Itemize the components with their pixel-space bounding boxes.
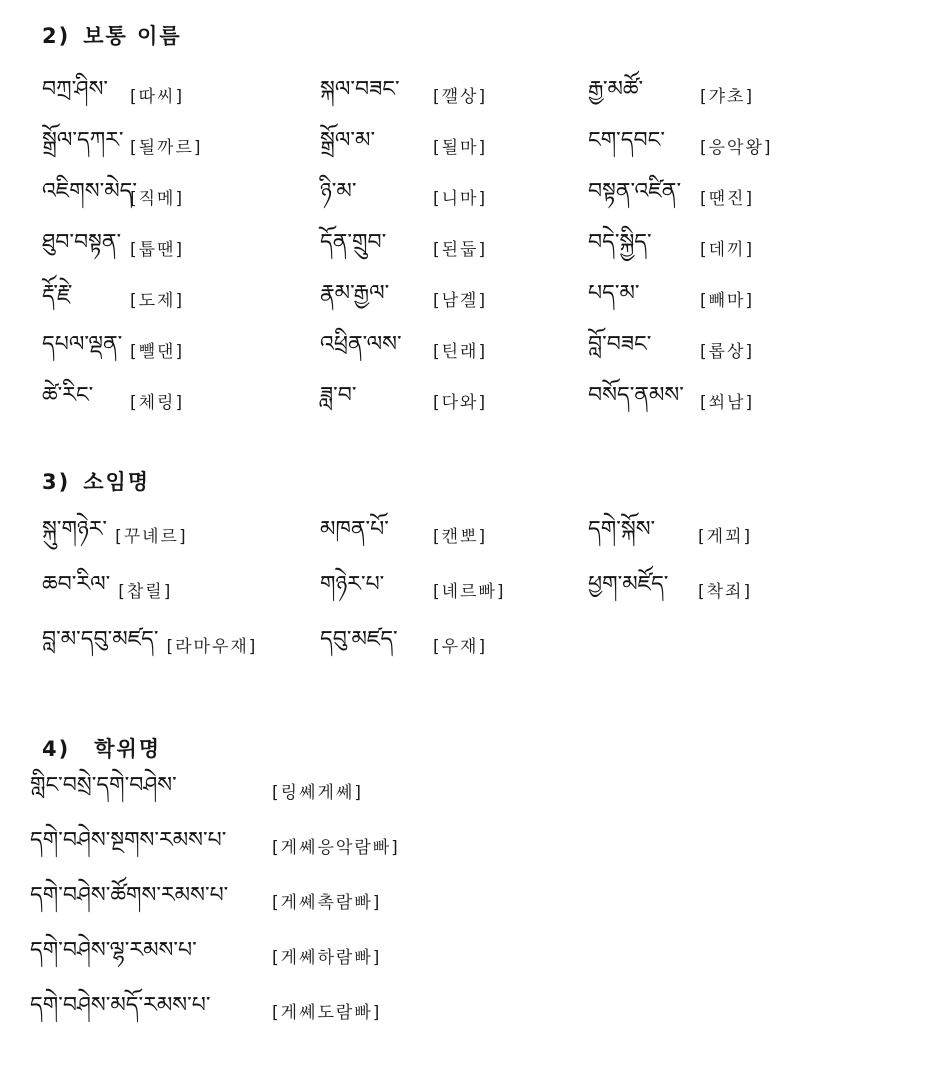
tibetan-term: རྣམ་རྒྱལ་: [320, 281, 390, 306]
vocab-entry: [588, 127, 918, 178]
korean-reading: [도제]: [130, 291, 185, 311]
korean-reading: [뺄댄]: [130, 342, 185, 362]
tibetan-term: ཕྱག་མཛོད་: [588, 572, 669, 597]
vocab-entry: [588, 229, 918, 280]
vocab-entry: [320, 127, 588, 178]
vocab-entry: [320, 280, 588, 331]
section-heading-duty-names: [42, 466, 150, 496]
korean-reading: [게쎼하람빠]: [272, 948, 382, 968]
korean-reading: [툽땐]: [130, 240, 185, 260]
korean-reading: [응악왕]: [700, 138, 773, 158]
section-number: 2): [42, 24, 71, 48]
vocab-entry: [42, 626, 320, 681]
vocab-entry: [42, 178, 320, 229]
tibetan-term: ཚེ་རིང་: [42, 383, 94, 408]
vocab-entry: [42, 516, 320, 571]
vocab-entry: [588, 331, 918, 382]
vocab-entry: [42, 331, 320, 382]
korean-reading: [찹릴]: [118, 582, 173, 602]
tibetan-term: དགེ་བཤེས་མདོ་རམས་པ་: [30, 993, 211, 1018]
tibetan-term: རྡོ་རྗེ་: [42, 281, 73, 306]
vocab-entry: [30, 772, 400, 827]
korean-reading: [녜르빠]: [433, 582, 506, 602]
tibetan-term: མཁན་པོ་: [320, 517, 389, 542]
korean-reading: [될마]: [433, 138, 488, 158]
tibetan-term: དགེ་སྐོས་: [588, 517, 656, 542]
tibetan-term: བླ་མ་དབུ་མཛད་: [42, 627, 159, 652]
tibetan-term: དགེ་བཤེས་ལྷ་རམས་པ་: [30, 938, 197, 963]
vocab-entry: [588, 280, 918, 331]
korean-reading: [데끼]: [700, 240, 755, 260]
empty-cell: [588, 626, 918, 681]
tibetan-term: སྒྲོལ་དཀར་: [42, 128, 124, 153]
korean-reading: [따씨]: [130, 87, 185, 107]
korean-reading: [깰상]: [433, 87, 488, 107]
tibetan-term: བློ་བཟང་: [588, 332, 652, 357]
vocab-entry: [320, 516, 588, 571]
korean-reading: [땐진]: [700, 189, 755, 209]
korean-reading: [게쎼도람빠]: [272, 1003, 382, 1023]
tibetan-term: དགེ་བཤེས་སྔགས་རམས་པ་: [30, 828, 227, 853]
vocab-entry: [42, 382, 320, 433]
vocab-entry: [30, 827, 400, 882]
korean-reading: [꾸녜르]: [115, 527, 188, 547]
korean-reading: [될까르]: [130, 138, 203, 158]
vocab-entry: [42, 76, 320, 127]
vocab-entry: [42, 571, 320, 626]
korean-reading: [게쎼촉람빠]: [272, 893, 382, 913]
tibetan-term: སྐུ་གཉེར་: [42, 517, 108, 542]
korean-reading: [캔뽀]: [433, 527, 488, 547]
section-title: 학위명: [94, 737, 162, 761]
tibetan-term: རྒྱ་མཚོ་: [588, 77, 644, 102]
korean-reading: [쐬남]: [700, 393, 755, 413]
degree-names-list: [30, 772, 400, 1047]
tibetan-term: ཟླ་བ་: [320, 383, 357, 408]
korean-reading: [갸초]: [700, 87, 755, 107]
vocab-entry: [30, 882, 400, 937]
section-heading-common-names: [42, 20, 182, 50]
tibetan-term: བསོད་ནམས་: [588, 383, 684, 408]
vocab-entry: [588, 178, 918, 229]
vocab-entry: [588, 382, 918, 433]
korean-reading: [다와]: [433, 393, 488, 413]
tibetan-term: དཔལ་ལྡན་: [42, 332, 123, 357]
section-title: 보통 이름: [83, 24, 182, 48]
korean-reading: [니마]: [433, 189, 488, 209]
tibetan-term: བཀྲ་ཤིས་: [42, 77, 109, 102]
vocab-entry: [588, 516, 918, 571]
tibetan-term: འཇིགས་མེད་: [42, 179, 138, 204]
korean-reading: [우재]: [433, 637, 488, 657]
section-heading-degree-names: [42, 733, 161, 763]
korean-reading: [틴래]: [433, 342, 488, 362]
korean-reading: [롭상]: [700, 342, 755, 362]
tibetan-term: པད་མ་: [588, 281, 640, 306]
tibetan-term: སྐལ་བཟང་: [320, 77, 400, 102]
section-number: 3): [42, 470, 71, 494]
korean-reading: [게쎼응악람빠]: [272, 838, 400, 858]
vocab-entry: [320, 382, 588, 433]
tibetan-term: བསྟན་འཛིན་: [588, 179, 682, 204]
tibetan-term: དགེ་བཤེས་ཚོགས་རམས་པ་: [30, 883, 229, 908]
korean-reading: [링쎼게쎼]: [272, 783, 363, 803]
tibetan-term: ཉི་མ་: [320, 179, 357, 204]
korean-reading: [직메]: [130, 189, 185, 209]
vocab-entry: [320, 178, 588, 229]
vocab-entry: [42, 229, 320, 280]
korean-reading: [라마우재]: [166, 637, 258, 657]
korean-reading: [게꾀]: [698, 527, 753, 547]
vocab-entry: [588, 571, 918, 626]
tibetan-term: ཆབ་རིལ་: [42, 572, 111, 597]
tibetan-term: དོན་གྲུབ་: [320, 230, 387, 255]
tibetan-term: སྒྲོལ་མ་: [320, 128, 376, 153]
vocab-entry: [320, 331, 588, 382]
tibetan-term: འཕྲིན་ལས་: [320, 332, 402, 357]
vocab-entry: [320, 229, 588, 280]
tibetan-term: གླིང་བསྲེ་དགེ་བཤེས་: [30, 773, 177, 798]
tibetan-term: ངག་དབང་: [588, 128, 665, 153]
tibetan-term: བདེ་སྐྱིད་: [588, 230, 652, 255]
tibetan-term: གཉེར་པ་: [320, 572, 385, 597]
tibetan-term: དབུ་མཛད་: [320, 627, 398, 652]
section-number: 4): [42, 737, 71, 761]
vocab-entry: [30, 992, 400, 1047]
vocab-entry: [320, 626, 588, 681]
vocab-entry: [320, 571, 588, 626]
korean-reading: [된둡]: [433, 240, 488, 260]
section-title: 소임명: [83, 470, 151, 494]
common-names-table: [42, 76, 918, 433]
tibetan-term: ཐུབ་བསྟན་: [42, 230, 122, 255]
korean-reading: [착죄]: [698, 582, 753, 602]
korean-reading: [빼마]: [700, 291, 755, 311]
vocab-entry: [30, 937, 400, 992]
korean-reading: [남곌]: [433, 291, 488, 311]
vocab-entry: [320, 76, 588, 127]
vocab-entry: [42, 280, 320, 331]
vocab-entry: [588, 76, 918, 127]
vocab-entry: [42, 127, 320, 178]
korean-reading: [체링]: [130, 393, 185, 413]
duty-names-table: [42, 516, 918, 681]
